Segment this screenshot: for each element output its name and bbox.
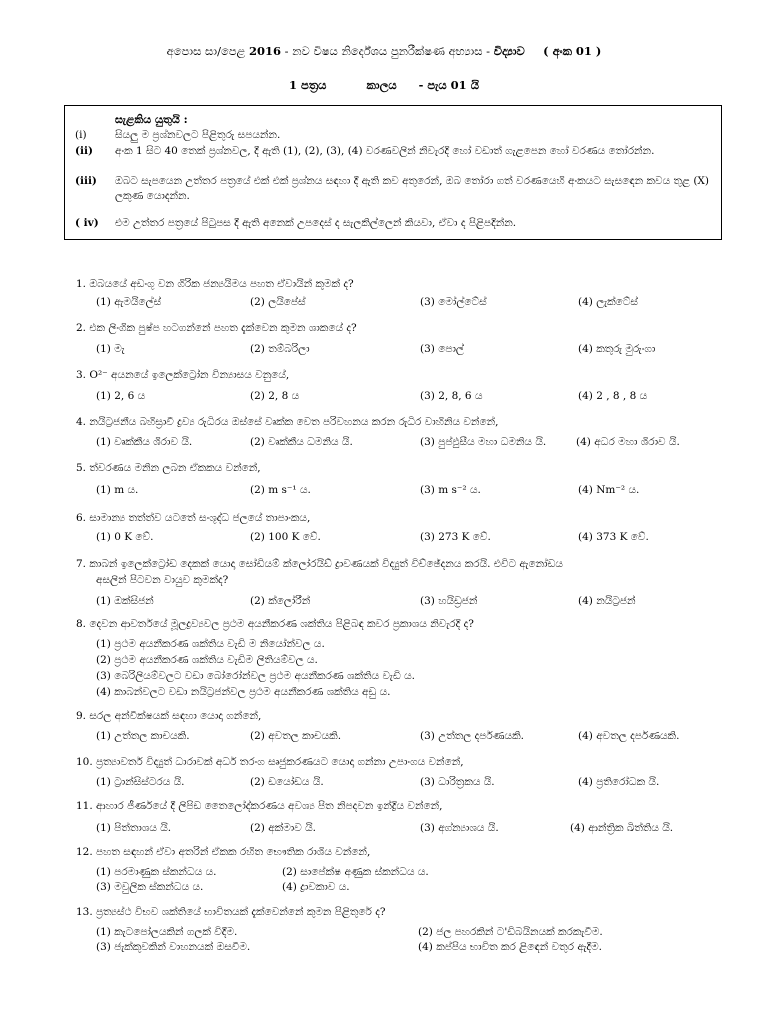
question-text-continued: අසලින් පිටවන වායුව කුමක්ද?	[96, 574, 229, 586]
instructions-title: සැළකිය යුතුයි :	[115, 113, 188, 126]
question-text: 7. කාබන් ඉලෙක්ට්‍රෝඩ දෙකක් යොදා සෝඩියම් ක්ලෝරයිඩ් ද්‍රාවණයක් විද්‍යුත් විච්ඡේදනය කරයි. එවිට ඇනෝඩය	[76, 558, 563, 570]
time-value: - පැය 01 යි	[418, 78, 479, 92]
answer-option: (4) අධර මහා ශිරාව යි.	[576, 436, 680, 448]
answer-option: (1) පරමාණුක ස්කන්ධය ය.	[96, 866, 217, 878]
question-text: 9. සරල අන්වීක්ෂයක් සඳහා යොදා ගන්නේ,	[76, 710, 262, 722]
answer-option: (1) ප්‍රථම අයනීකරණ ශක්තිය වැඩි ම නියෝන්වල ය.	[96, 638, 325, 650]
answer-option: (3) පොල්	[420, 343, 464, 355]
answer-option: (2) ක්ලෝරීන්	[250, 595, 311, 607]
answer-option: (4) කාබන්වලට වඩා නයිට්‍රජන්වල ප්‍රථම අයනීකරණ ශක්තිය අඩු ය.	[96, 686, 391, 698]
answer-option: (1) 0 K වේ.	[96, 531, 154, 543]
answer-option: (3) මෝල්ටේස්	[420, 296, 487, 308]
exam-subject: විද්‍යාව	[493, 44, 525, 58]
exam-level: අපොස සා/පෙළ	[166, 44, 246, 58]
answer-option: (2) අක්මාව යි.	[250, 822, 316, 834]
paper-info	[0, 78, 768, 93]
answer-option: (4) 2 , 8 , 8 ය	[578, 390, 648, 402]
answer-option: (4) ප්‍රතිරෝධක යි.	[578, 776, 660, 788]
answer-option: (3) m s⁻² ය.	[420, 484, 481, 496]
answer-option: (1) කැටපෝලයකින් ගලක් විදීම.	[96, 926, 238, 938]
answer-option: (3) 2, 8, 6 ය	[420, 390, 483, 402]
question-text: 1. ඔබයයේ අඩංගු වන ගිරික ජන්‍යයිමය පහත ඒවායින් කුමක් ද?	[76, 278, 354, 290]
answer-option: (3) බෙරිලියම්වලට වඩා බෝරෝන්වල ප්‍රථම අයනීකරණ ශක්තිය වැඩි ය.	[96, 670, 415, 682]
answer-option: (1) පිත්තාශය යි.	[96, 822, 172, 834]
exam-syllabus: - නව විෂය නිර්දේශය පුනරීක්ෂණ අභ්‍යාස -	[284, 44, 491, 58]
answer-option: (3) 273 K වේ.	[420, 531, 491, 543]
answer-option: (4) අවතල දර්පණයකි.	[578, 730, 680, 742]
paper-number: ( අංක 01 )	[543, 44, 602, 58]
answer-option: (2) අවතල කාචයකි.	[250, 730, 342, 742]
answer-option: (3) උත්තල දර්පණයකි.	[420, 730, 524, 742]
exam-header	[0, 44, 768, 59]
answer-option: (3) ජැක්කුවකින් වාහනයක් ඔසවීම.	[96, 941, 251, 953]
question-text: 4. නයිට්‍රජනීය බහිස්‍රාවී ද්‍රව්‍ය රුධිරය ඔස්සේ වෘක්ක වෙත පරිවහනය කරන රුධිර වාහිනිය වන්නේ,	[76, 416, 499, 428]
question-text: 6. සාමාන්‍ය තත්ත්ව යටතේ සංශුද්ධ ජලයේ තාපාංකය,	[76, 512, 311, 524]
answer-option: (3) මවුලික ස්කන්ධය ය.	[96, 881, 204, 893]
answer-option: (2) ඩයෝඩය යි.	[250, 776, 324, 788]
answer-option: (1) උත්තල කාචයකි.	[96, 730, 190, 742]
answer-option: (4) Nm⁻² ය.	[578, 484, 640, 496]
answer-option: (1) වෘක්කීය ශිරාව යි.	[96, 436, 193, 448]
answer-option: (4) ද්‍රාවකාව ය.	[282, 881, 350, 893]
answer-option: (1) ඇමයිලේස්	[96, 296, 162, 308]
exam-year: 2016	[249, 44, 282, 58]
answer-option: (2) වෘක්කීය ධමනිය යි.	[250, 436, 353, 448]
answer-option: (4) කප්පිය භාවිත කර ළිඳෙන් වතුර ඇදීම.	[418, 941, 602, 953]
answer-option: (2) ලයිපේස්	[250, 296, 306, 308]
answer-option: (3) අග්න්‍යාශය යි.	[420, 822, 499, 834]
answer-option: (2) ප්‍රථම අයනීකරණ ශක්තිය වැඩිම ලිතියම්වල ය.	[96, 654, 318, 666]
answer-option: (2) තම්බරිලා	[250, 343, 310, 355]
answer-option: (1) ඔක්සිජන්	[96, 595, 154, 607]
answer-option: (3) පුප්ඵුසීය මහා ධමනිය යි.	[420, 436, 547, 448]
answer-option: (2) 2, 8 ය	[250, 390, 300, 402]
answer-option: (4) ආන්ත්‍රික ඛිත්තිය යි.	[570, 822, 674, 834]
answer-option: (4) ලැක්ටේස්	[578, 296, 638, 308]
answer-option: (4) කතුරු මුරුංගා	[578, 343, 656, 355]
question-text: 11. ආහාර ජීර්ණයේ දී ලිපිඩ තෛලෝද්කරණය අවශ්‍ය පිත නිපදවන ඉන්ද්‍රිය වන්නේ,	[76, 800, 443, 812]
question-text: 12. පහත සඳහන් ඒවා අතරින් ඒකක රහිත භෞතික රාශිය වන්නේ,	[76, 846, 371, 858]
answer-option: (2) 100 K වේ.	[250, 531, 321, 543]
answer-option: (3) ධාරිත්‍රකය යි.	[420, 776, 495, 788]
question-text: 8. දෙවන ආවර්තයේ මූලද්‍රව්‍යවල ප්‍රථම අයනීකරණ ශක්තිය පිළිබඳ කවර ප්‍රකාශය නිවැරදි ද?	[76, 618, 474, 630]
answer-option: (1) ට්‍රාන්සිස්ටරය යි.	[96, 776, 185, 788]
time-label: කාලය	[366, 78, 397, 92]
answer-option: (1) m ය.	[96, 484, 139, 496]
answer-option: (2) m s⁻¹ ය.	[250, 484, 311, 496]
answer-option: (2) සාපේක්ෂ අණුක ස්කන්ධය ය.	[282, 866, 429, 878]
answer-option: (1) 2, 6 ය	[96, 390, 146, 402]
question-text: 10. ප්‍රත්‍යාවර්ත විද්‍යුත් ධාරාවක් අර්ධ තරංග සෘජුකරණයට යොදා ගන්නා උපාංගය වන්නේ,	[76, 756, 464, 768]
question-text: 5. ත්වරණය මනින ලබන ඒකකය වන්නේ,	[76, 462, 261, 474]
answer-option: (2) ජල පහරකින් ට'ඩිබයිනයක් කරකැවීම.	[418, 926, 603, 938]
answer-option: (3) හයිඩ්‍රජන්	[420, 595, 478, 607]
answer-option: (1) මැ	[96, 343, 125, 355]
question-text: 13. ප්‍රත්‍යස්ථ විභව ශක්තියේ භාවිතයක් දැක්වෙන්නේ කුමන පිළිතුරේ ද?	[76, 906, 386, 918]
paper-label: 1 පත්‍රය	[289, 78, 327, 92]
answer-option: (4) නයිට්‍රජන්	[578, 595, 636, 607]
question-text: 3. O²⁻ අයනයේ ඉලෙක්ට්‍රෝන වින්‍යාසය වනුයේ,	[76, 369, 290, 381]
question-text: 2. එක ලිංගික පුෂ්ප හටගන්නේ පහත දැක්වෙන කුමන ශාකයේ ද?	[76, 322, 357, 334]
instructions-box: සැළකිය යුතුයි : (i) සියලු ම ප්‍රශ්නවලට පිළිතුරු සපයන්න. (ii) අංක 1 සිට 40 තෙක් ප්‍රශ්නවල, දී ඇති (1), (2), (3), (4) වරණවලින් නිවැරදි හෝ වඩාත් ගැළපෙන හෝ වරණය තෝරන්න. (iii) ඔබට සැපයෙන උත්තර පත්‍රයේ එක් එක් ප්‍රශ්නය සඳහා දී ඇති කව අතුරෙන්, ඔබ තෝරා ගත් වරණයෙහි අංකයට සැසඳෙන කවය තුළ (X) ලකුණ යොදන්න. ( iv) එම උත්තර පත්‍රයේ පිටුපස දී ඇති අනෙක් උපදෙස් ද සැලකිල්ලෙන් කියවා, ඒවා ද පිළිපදින්න.	[64, 105, 722, 240]
answer-option: (4) 373 K වේ.	[578, 531, 649, 543]
